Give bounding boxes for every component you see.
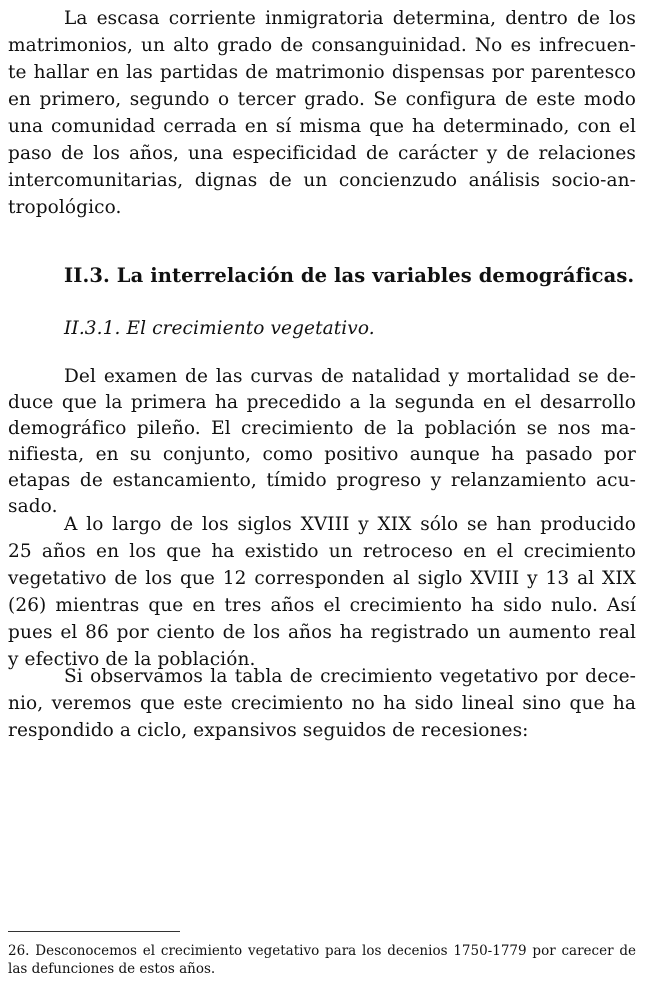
paragraph-2-line: Del examen de las curvas de natalidad y mortalidad se de- [64, 366, 636, 387]
paragraph-1-line: en primero, segundo o tercer grado. Se configura de este modo [8, 89, 636, 110]
paragraph-2-line: sado. [8, 496, 58, 517]
paragraph-4-line: Si observamos la tabla de crecimiento vegetativo por dece- [64, 666, 636, 687]
paragraph-1-line: intercomunitarias, dignas de un concienzudo análisis socio-an- [8, 170, 636, 191]
paragraph-1-line: matrimonios, un alto grado de consanguinidad. No es infrecuen- [8, 35, 636, 56]
paragraph-2-line: etapas de estancamiento, tímido progreso y relanzamiento acu- [8, 470, 636, 491]
document-page [8, 0, 636, 994]
paragraph-3-line: pues el 86 por ciento de los años ha registrado un aumento real [8, 622, 636, 643]
paragraph-2-line: nifiesta, en su conjunto, como positivo aunque ha pasado por [8, 444, 636, 465]
paragraph-3-line: vegetativo de los que 12 corresponden al siglo XVIII y 13 al XIX [8, 568, 636, 589]
paragraph-3-line: (26) mientras que en tres años el crecimiento ha sido nulo. Así [8, 595, 636, 616]
subsection-heading: II.3.1. El crecimiento vegetativo. [64, 318, 375, 339]
paragraph-1-line: tropológico. [8, 197, 122, 218]
paragraph-1-line: La escasa corriente inmigratoria determina, dentro de los [64, 8, 636, 29]
paragraph-3-line: 25 años en los que ha existido un retroceso en el crecimiento [8, 541, 636, 562]
paragraph-4-line: respondido a ciclo, expansivos seguidos de recesiones: [8, 720, 529, 741]
paragraph-3-line: A lo largo de los siglos XVIII y XIX sólo se han producido [64, 514, 636, 535]
paragraph-3-line: y efectivo de la población. [8, 649, 256, 670]
paragraph-4-line: nio, veremos que este crecimiento no ha sido lineal sino que ha [8, 693, 636, 714]
paragraph-1-line: una comunidad cerrada en sí misma que ha determinado, con el [8, 116, 636, 137]
footnote-divider [8, 931, 180, 932]
footnote-line: 26. Desconocemos el crecimiento vegetativo para los decenios 1750-1779 por carecer de [8, 943, 636, 959]
paragraph-2-line: duce que la primera ha precedido a la segunda en el desarrollo [8, 392, 636, 413]
section-heading: II.3. La interrelación de las variables demográficas. [64, 264, 635, 287]
paragraph-2-line: demográfico pileño. El crecimiento de la población se nos ma- [8, 418, 636, 439]
footnote-line: las defunciones de estos años. [8, 961, 216, 977]
paragraph-1-line: te hallar en las partidas de matrimonio dispensas por parentesco [8, 62, 636, 83]
paragraph-1-line: paso de los años, una especificidad de carácter y de relaciones [8, 143, 636, 164]
